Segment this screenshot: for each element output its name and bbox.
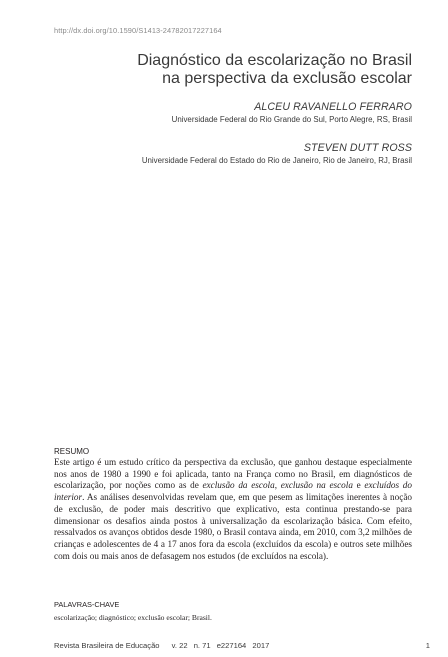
keywords-section	[54, 600, 412, 623]
article-title	[52, 52, 412, 88]
abstract-section	[54, 446, 412, 562]
page-number: 1	[425, 641, 430, 650]
volume: v. 22	[171, 641, 188, 650]
doi-link[interactable]: http://dx.doi.org/10.1590/S1413-24782017227164	[54, 26, 222, 35]
journal-name: Revista Brasileira de Educação	[54, 641, 160, 650]
abstract-text-part: e	[352, 480, 365, 491]
page-footer	[54, 641, 430, 651]
abstract-text-part: ,	[274, 480, 281, 491]
author-1	[32, 101, 412, 125]
abstract-italic-term: excluídos do interior	[54, 480, 412, 503]
abstract-heading: RESUMO	[54, 447, 90, 456]
abstract-italic-term: exclusão da escola	[202, 480, 275, 491]
keywords-list: escolarização; diagnóstico; exclusão escolar; Brasil.	[54, 613, 212, 622]
abstract-text-part: . As análises desenvolvidas revelam que, em que pesem as limitações inerentes à noção de exclusão, de poder mais descritivo que explicativo, esta continua prestando-se para dimensionar os desafios ainda postos à universalização da escolarização básica. Com efeito, ressalvados os avanços obtidos desde 1980, o Brasil contava ainda, em 2010, com 3,2 milhões de crianças e adolescentes de 4 a 17 anos fora da escola (excluídos da escola) e outros sete milhões com dois ou mais anos de defasagem nos estudos (de excluídos na escola).	[54, 492, 412, 561]
abstract-text-part: Este artigo é um estudo crítico da perspectiva da exclusão, que ganhou destaque especialmente nos anos de 1980 a 1990 e foi aplicada, tanto na França como no Brasil, em diagnósticos de escolarização, por noções como as de	[54, 457, 412, 491]
author-affiliation: Universidade Federal do Estado do Rio de Janeiro, Rio de Janeiro, RJ, Brasil	[141, 156, 412, 165]
keywords-heading: PALAVRAS-CHAVE	[54, 600, 120, 609]
title-line-1: Diagnóstico da escolarização no Brasil	[137, 52, 412, 69]
issue-meta	[172, 641, 274, 650]
abstract-italic-term: exclusão na escola	[280, 480, 353, 491]
year: 2017	[252, 641, 270, 650]
author-name: STEVEN DUTT ROSS	[303, 142, 412, 154]
author-2	[32, 142, 412, 166]
author-name: ALCEU RAVANELLO FERRARO	[254, 101, 412, 113]
issue-number: n. 71	[193, 641, 211, 650]
abstract-text	[54, 457, 412, 562]
title-line-2: na perspectiva da exclusão escolar	[162, 70, 412, 87]
article-id: e227164	[216, 641, 247, 650]
author-affiliation: Universidade Federal do Rio Grande do Sul, Porto Alegre, RS, Brasil	[171, 115, 412, 124]
